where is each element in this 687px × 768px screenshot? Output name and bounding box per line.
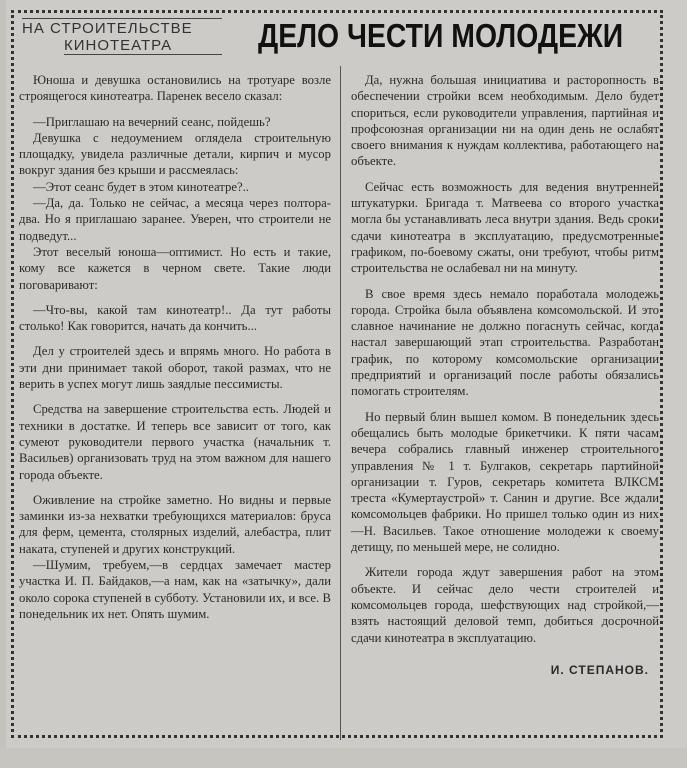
- paragraph: В свое время здесь немало поработала молодежь города. Стройка была объявлена комсомольской. И это славное начинание не должно погаснуть сейчас, когда настал завершающий этап строительства. Разработан график, по которому комсомольские организации предприятий и организаций после работы обязались помогать строителям.: [351, 286, 659, 399]
- rubric-line-1: НА СТРОИТЕЛЬСТВЕ: [22, 18, 222, 37]
- paragraph: Да, нужна большая инициатива и расторопность в обеспечении стройки всем необходимым. Дело будет спориться, если руководители управления, партийная и профсоюзная организации ни на один день не ослабят своего внимания к нуждам коллектива, работающего на объекте.: [351, 73, 659, 169]
- paragraph: —Что-вы, какой там кинотеатр!.. Да тут работы столько! Как говорится, начать да кончить...: [19, 302, 331, 334]
- paragraph: Девушка с недоумением оглядела строительную площадку, увидела различные детали, кирпич и мусор вокруг здания без крыши и рассмеялась:: [19, 130, 331, 178]
- paragraph: —Да, да. Только не сейчас, а месяца через полтора-два. Но я приглашаю заранее. Уверен, что строители не подведут...: [19, 196, 331, 243]
- rubric: [22, 18, 222, 55]
- paragraph: —Шумим, требуем,—в сердцах замечает мастер участка И. П. Байдаков,—а нам, как на «затычку», дали около сорока ступеней в субботу. Установили их, и все. В понедельник их нет. Опять шумим.: [19, 558, 331, 621]
- paragraph: Этот веселый юноша—оптимист. Но есть и такие, кому все кажется в черном свете. Такие люди поговаривают:: [19, 244, 331, 292]
- column-divider: [340, 66, 341, 740]
- paragraph: Жители города ждут завершения работ на этом объекте. И сейчас дело чести строителей и комсомольцев города, шефствующих над стройкой,—взять настоящий деловой темп, добиться досрочной сдачи кинотеатра в эксплуатацию.: [351, 565, 659, 645]
- paragraph: Но первый блин вышел комом. В понедельник здесь обещались быть молодые брикетчики. К пяти часам вечера собрались главный инженер строительного управления № 1 т. Булгаков, секретарь партийной организации т. Гуров, секретарь комитета ВЛКСМ треста «Кумертаустрой» т. Санин и другие. Все ждали комсомольцев фабрики. Но пришел только один из них—Н. Васильев. Такое отношение молодежи к своему детищу, по меньшей мере, не солидно.: [351, 409, 659, 555]
- left-column: [19, 72, 331, 622]
- rubric-line-2: КИНОТЕАТРА: [64, 37, 222, 55]
- paragraph: —Этот сеанс будет в этом кинотеатре?..: [33, 179, 249, 194]
- article-headline: ДЕЛО ЧЕСТИ МОЛОДЕЖИ: [258, 17, 624, 54]
- right-column: [351, 72, 659, 678]
- paragraph: Оживление на стройке заметно. Но видны и первые заминки из-за нехватки требующихся материалов: бруса для ферм, цемента, столярных изделий, алебастра, плит наката, ступеней и других конструкций.: [19, 492, 331, 556]
- paragraph: Дел у строителей здесь и впрямь много. Но работа в эти дни принимает такой оборот, такой размах, что не верить в успех могут лишь заядлые пессимисты.: [19, 344, 331, 392]
- paragraph: Юноша и девушка остановились на тротуаре возле строящегося кинотеатра. Паренек весело сказал:: [19, 73, 331, 104]
- paragraph: Сейчас есть возможность для ведения внутренней штукатурки. Бригада т. Матвеева со второго участка могла бы устанавливать леса внутри здания. Ведь сроки сдачи кинотеатра в эксплуатацию, предусмотренные графиком, по-боевому сжаты, они требуют, чтобы ритм строительства не ослабевал ни на минуту.: [351, 179, 659, 276]
- page-edge: [0, 0, 6, 768]
- paragraph: Средства на завершение строительства есть. Людей и техники в достатке. И теперь все зависит от того, как сумеют руководители первого участка (начальник т. Васильев) организовать труд на этом важном для нашего города объекте.: [19, 402, 331, 482]
- author-signature: И. СТЕПАНОВ.: [550, 662, 649, 677]
- paragraph: —Приглашаю на вечерний сеанс, пойдешь?: [33, 114, 271, 129]
- page-margin-bottom: [0, 748, 687, 768]
